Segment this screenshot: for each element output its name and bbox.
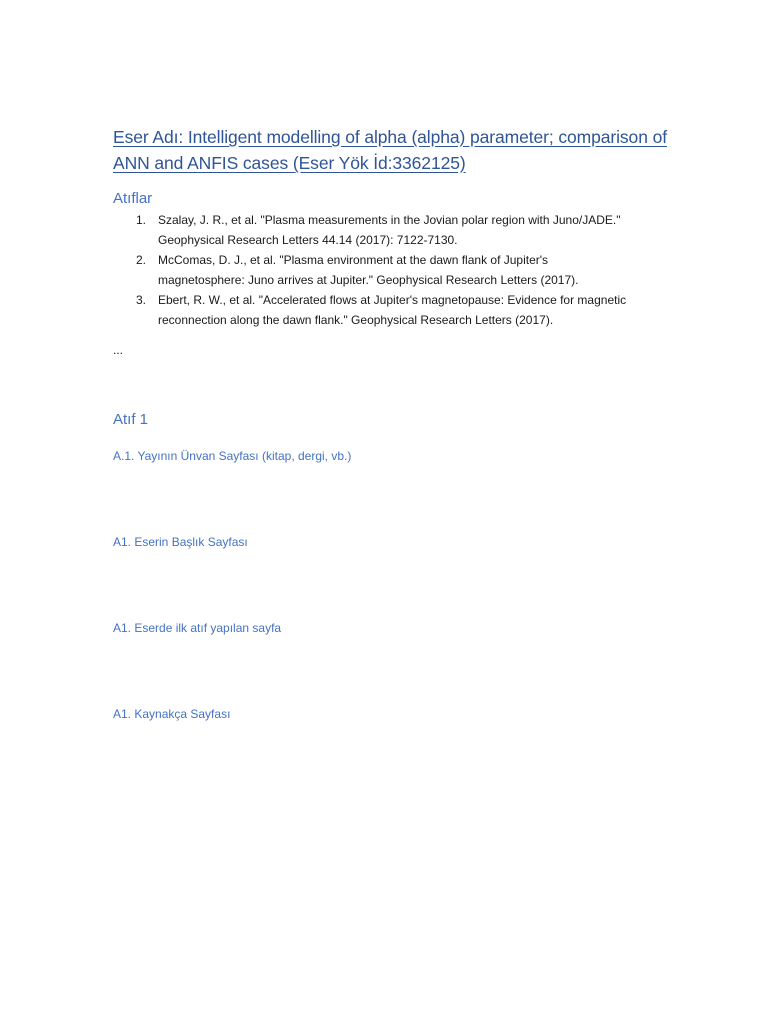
reference-number: 2. bbox=[136, 253, 147, 267]
continuation-ellipsis: ... bbox=[113, 343, 124, 357]
subsection-title-page: A.1. Yayının Ünvan Sayfası (kitap, dergi, vb.) bbox=[113, 449, 352, 463]
subsection-work-title-page: A1. Eserin Başlık Sayfası bbox=[113, 535, 248, 549]
subsection-bibliography-page: A1. Kaynakça Sayfası bbox=[113, 707, 231, 721]
subsection-first-citation-page: A1. Eserde ilk atıf yapılan sayfa bbox=[113, 621, 282, 635]
reference-item-3 bbox=[113, 290, 673, 330]
reference-number: 3. bbox=[136, 293, 147, 307]
citation-1-heading: Atıf 1 bbox=[113, 411, 149, 428]
reference-item-1 bbox=[113, 210, 673, 250]
reference-text: Ebert, R. W., et al. "Accelerated flows at Jupiter's magnetopause: Evidence for magnetic reconnection along the dawn flank." Geophysical Research Letters (2017). bbox=[158, 293, 627, 327]
document-title: Eser Adı: Intelligent modelling of alpha (alpha) parameter; comparison of ANN and ANFIS cases (Eser Yök İd:3362125) bbox=[113, 127, 667, 173]
reference-item-2 bbox=[113, 250, 673, 290]
reference-list bbox=[113, 210, 673, 330]
reference-text: Szalay, J. R., et al. "Plasma measurements in the Jovian polar region with Juno/JADE." Geophysical Research Letters 44.14 (2017): 7122-7130. bbox=[158, 213, 621, 247]
citations-heading: Atıflar bbox=[113, 190, 153, 207]
reference-number: 1. bbox=[136, 213, 147, 227]
reference-text: McComas, D. J., et al. "Plasma environment at the dawn flank of Jupiter's magnetosphere: Juno arrives at Jupiter." Geophysical Research Letters (2017). bbox=[158, 253, 579, 287]
